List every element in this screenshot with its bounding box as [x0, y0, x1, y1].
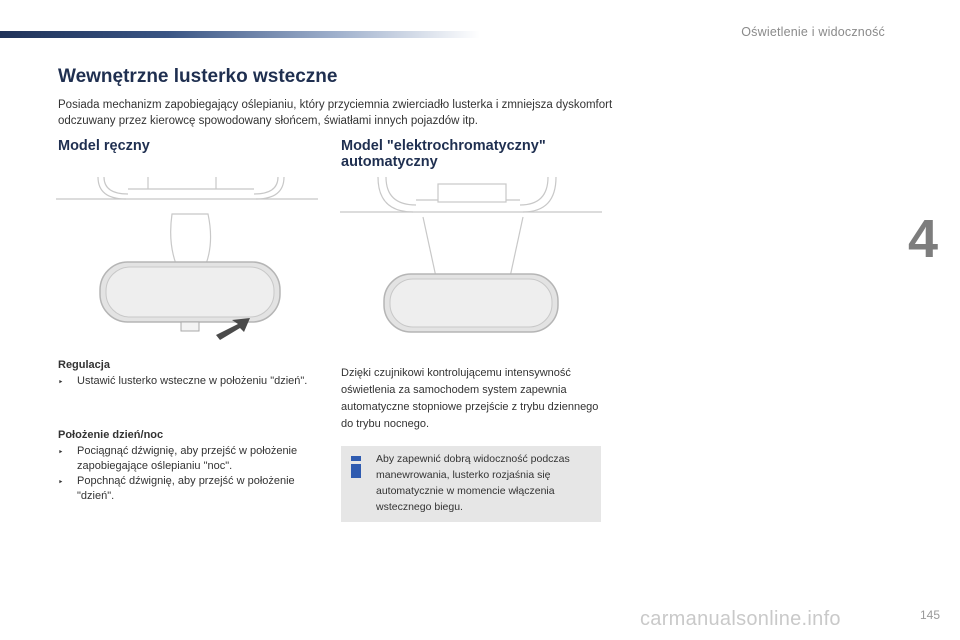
info-icon [351, 456, 361, 478]
daynight-bullet-text: Pociągnąć dźwignię, aby przejść w położenie zapobiegające oślepianiu "noc". [77, 445, 298, 472]
list-item [58, 374, 308, 390]
info-text: Aby zapewnić dobrą widoczność podczas manewrowania, lusterko rozjaśnia się automatycznie w momencie włączenia wstecznego biegu. [376, 453, 570, 513]
bullet-marker: ‣ [58, 377, 64, 387]
section-title: Oświetlenie i widoczność [741, 25, 885, 39]
page-number: 145 [919, 608, 940, 622]
daynight-label: Położenie dzień/noc [58, 429, 164, 441]
list-item [58, 474, 308, 504]
adjust-bullet-text: Ustawić lusterko wsteczne w położeniu "dzień". [77, 375, 308, 387]
manual-mirror-illustration [56, 172, 321, 352]
daynight-section [58, 428, 308, 504]
header-color-bar [0, 31, 480, 38]
chapter-number: 4 [907, 209, 938, 269]
bullet-marker: ‣ [58, 477, 64, 487]
auto-description: Dzięki czujnikowi kontrolującemu intensywność oświetlenia za samochodem system zapewnia automatyczne stopniowe przejście z trybu dziennego do trybu nocnego. [341, 367, 599, 430]
daynight-bullet-text: Popchnąć dźwignię, aby przejść w położenie "dzień". [77, 475, 295, 502]
intro-paragraph: Posiada mechanizm zapobiegający oślepianiu, który przyciemnia zwierciadło lusterka i zmniejsza dyskomfort odczuwany przez kierowcę spowodowany słońcem, światłami innych pojazdów itp. [58, 99, 613, 127]
auto-model-heading: Model "elektrochromatyczny" automatyczny [341, 138, 546, 170]
info-box [341, 446, 601, 522]
manual-model-heading: Model ręczny [58, 138, 150, 154]
adjust-section [58, 358, 308, 390]
adjust-label: Regulacja [58, 359, 110, 371]
watermark: carmanualsonline.info [640, 608, 841, 630]
bullet-marker: ‣ [58, 447, 64, 457]
list-item [58, 444, 308, 474]
auto-mirror-illustration [338, 172, 603, 342]
page-title: Wewnętrzne lusterko wsteczne [58, 66, 338, 87]
